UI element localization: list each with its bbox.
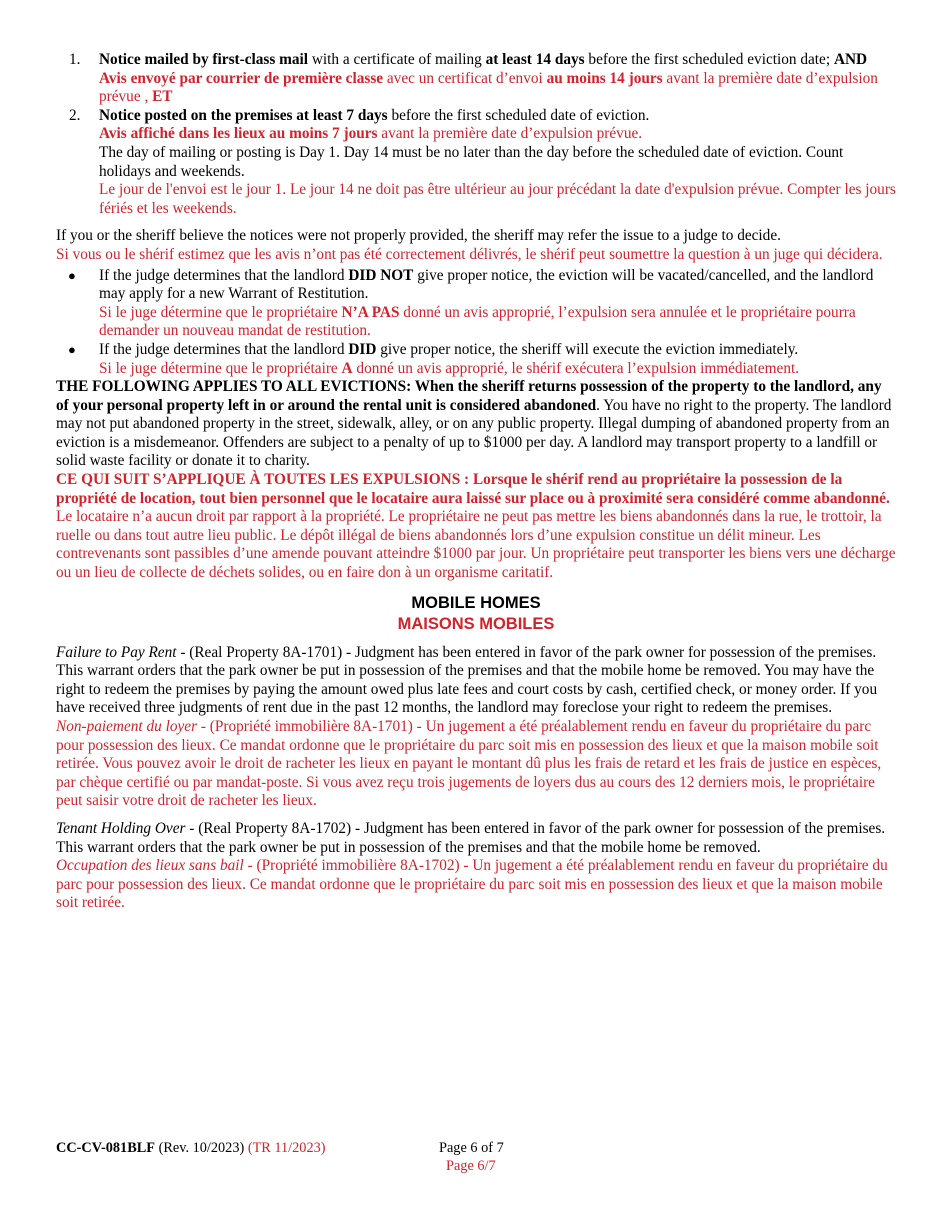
bullet-text-fr	[99, 304, 896, 341]
notice-requirements-list	[56, 51, 896, 218]
list-number: 2.	[69, 106, 81, 124]
section-heading-en: MOBILE HOMES	[411, 593, 541, 612]
judge-determination-list	[56, 267, 896, 379]
text-run: - (Propriété immobilière 8A-1702) - Un jugement a été préalablement rendu en faveur du propriétaire du parc pour possession des lieux. Ce mandat ordonne que le propriétaire du parc soit mis en possession des lieux et que la maison mobile soit retirée.	[56, 857, 888, 912]
text-run: donné un avis approprié, l’expulsion sera annulée et le propriétaire pourra demander un nouveau mandat de restitution.	[99, 303, 856, 340]
text-run: N’A PAS	[341, 303, 400, 321]
text-run: avant la première date d’expulsion prévue ,	[99, 69, 878, 106]
tenant-holding-over-en	[56, 820, 896, 857]
list-item	[56, 267, 896, 341]
bullet-icon: ●	[68, 267, 76, 283]
page-content	[56, 51, 896, 913]
text-run: avec un certificat d’envoi	[383, 69, 547, 87]
bullet-text-en	[99, 267, 896, 304]
text-run: - (Propriété immobilière 8A-1701) - Un jugement a été préalablement rendu en faveur du propriétaire du parc pour possession des lieux. Ce mandat ordonne que le propriétaire du parc soit mis en possession des lieux et que la maison mobile soit retirée. Vous pouvez avoir le droit de racheter les lieux en payant le montant dû plus les frais de retard et les frais de justice en espèces, par chèque certifié ou par mandat-poste. Si vous avez reçu trois jugements de loyers dus au cours des 12 derniers mois, le propriétaire peut saisir votre droit de racheter les lieux.	[56, 718, 882, 810]
sheriff-referral-fr: Si vous ou le shérif estimez que les avis n’ont pas été correctement délivrés, le shérif peut soumettre la question à un juge qui décidera.	[56, 245, 883, 263]
text-run: avant la première date d’expulsion prévue.	[377, 125, 643, 143]
form-revision: (Rev. 10/2023)	[155, 1140, 248, 1156]
page-number-en: Page 6 of 7	[439, 1140, 504, 1156]
text-run: Si le juge détermine que le propriétaire	[99, 303, 342, 321]
text-run: ET	[152, 88, 173, 106]
sheriff-referral-en: If you or the sheriff believe the notices were not properly provided, the sheriff may refer the issue to a judge to decide.	[56, 227, 781, 245]
text-run: give proper notice, the sheriff will execute the eviction immediately.	[376, 340, 799, 358]
abandoned-property-fr	[56, 471, 896, 583]
notice-text-en	[99, 51, 896, 70]
failure-to-pay-fr	[56, 718, 896, 811]
failure-to-pay-en	[56, 644, 896, 718]
page-number-fr: Page 6/7	[446, 1157, 496, 1174]
text-run: Non-paiement du loyer	[56, 718, 198, 735]
form-translation-revision: (TR 11/2023)	[247, 1140, 326, 1156]
text-run: at least 14 days	[485, 51, 585, 68]
list-item	[56, 107, 896, 219]
text-run: Avis envoyé par courrier de première classe	[99, 69, 384, 87]
list-number: 1.	[69, 51, 81, 68]
day-count-note-fr: Le jour de l'envoi est le jour 1. Le jour 14 ne doit pas être ultérieur au jour précédant la date d'expulsion prévue. Compter les jours fériés et les weekends.	[99, 181, 896, 217]
bullet-icon: ●	[68, 341, 76, 357]
text-run: - (Real Property 8A-1701) - Judgment has been entered in favor of the park owner for possession of the premises. This warrant orders that the park owner be put in possession of the premises and that the mobile home be removed. You may have the right to redeem the premises by paying the amount owed plus late fees and court costs by cash, certified check, or money order. If you have received three judgments of rent due in the past 12 months, the landlord may foreclose your right to redeem the premises.	[56, 643, 878, 717]
text-run: Notice posted on the premises at least 7 days	[99, 106, 388, 124]
text-run: Failure to Pay Rent	[56, 643, 177, 661]
text-run: AND	[833, 51, 868, 68]
text-run: Avis affiché dans les lieux au moins 7 jours	[99, 125, 378, 143]
day-count-note-en: The day of mailing or posting is Day 1. Day 14 must be no later than the day before the scheduled date of eviction. Count holidays and weekends.	[99, 143, 844, 180]
text-run: If the judge determines that the landlord	[99, 266, 349, 284]
text-run: Le locataire n’a aucun droit par rapport à la propriété. Le propriétaire ne peut pas mettre les biens abandonnés dans la rue, le trottoir, la ruelle ou dans tout autre lieu public. Le dépôt illégal de biens abandonnés lors d’une expulsion constitue un délit mineur. Les contrevenants sont passibles d’une amende pouvant atteindre $1000 par jour. Un propriétaire peut transporter les biens vers une décharge ou un lieu de collecte de déchets solides, ou en faire don à un organisme caritatif.	[56, 508, 896, 582]
text-run: with a certificate of mailing	[308, 51, 486, 68]
form-id: CC-CV-081BLF	[56, 1140, 156, 1156]
text-run: DID	[348, 340, 377, 358]
text-run: give proper notice, the eviction will be vacated/cancelled, and the landlord may apply for a new Warrant of Restitution.	[99, 266, 874, 303]
text-run: If the judge determines that the landlord	[99, 340, 349, 358]
text-run: Si le juge détermine que le propriétaire	[99, 359, 342, 377]
bullet-text-en	[99, 341, 896, 360]
abandoned-property-en	[56, 378, 896, 471]
notice-text-fr	[99, 70, 896, 107]
text-run: before the first scheduled date of eviction.	[387, 106, 650, 124]
text-run: Tenant Holding Over	[56, 819, 186, 837]
text-run: DID NOT	[348, 266, 414, 284]
text-run: - (Real Property 8A-1702) - Judgment has been entered in favor of the park owner for possession of the premises. This warrant orders that the park owner be put in possession of the premises and that the mobile home be removed.	[56, 819, 886, 856]
text-run: donné un avis approprié, le shérif exécutera l’expulsion immédiatement.	[352, 359, 800, 377]
text-run: CE QUI SUIT S’APPLIQUE À TOUTES LES EXPULSIONS : Lorsque le shérif rend au propriétaire la possession de la propriété de location, tout bien personnel que le locataire aura laissé sur place ou à proximité sera considéré comme abandonné.	[56, 471, 890, 507]
text-run: THE FOLLOWING APPLIES TO ALL EVICTIONS: When the sheriff returns possession of the property to the landlord, any of your personal property left in or around the rental unit is considered abandoned	[56, 378, 882, 414]
form-identifier	[56, 1140, 326, 1158]
notice-text-en	[99, 107, 896, 126]
text-run: Occupation des lieux sans bail	[56, 857, 244, 875]
list-item	[56, 51, 896, 107]
text-run: before the first scheduled eviction date;	[584, 51, 834, 68]
text-run: Notice mailed by first-class mail	[99, 51, 309, 68]
bullet-text-fr	[99, 360, 896, 379]
text-run: . You have no right to the property. The landlord may not put abandoned property in the street, sidewalk, alley, or on any public property. Illegal dumping of abandoned property from an eviction is a misdemeanor. Offenders are subject to a penalty of up to $1000 per day. A landlord may transport property to a landfill or solid waste facility or donate it to charity.	[56, 396, 892, 470]
notice-text-fr	[99, 125, 896, 144]
list-item	[56, 341, 896, 378]
text-run: au moins 14 jours	[546, 69, 663, 87]
page-number	[439, 1140, 504, 1175]
text-run: A	[341, 359, 353, 377]
section-heading-fr: MAISONS MOBILES	[397, 614, 555, 633]
tenant-holding-over-fr	[56, 857, 896, 913]
